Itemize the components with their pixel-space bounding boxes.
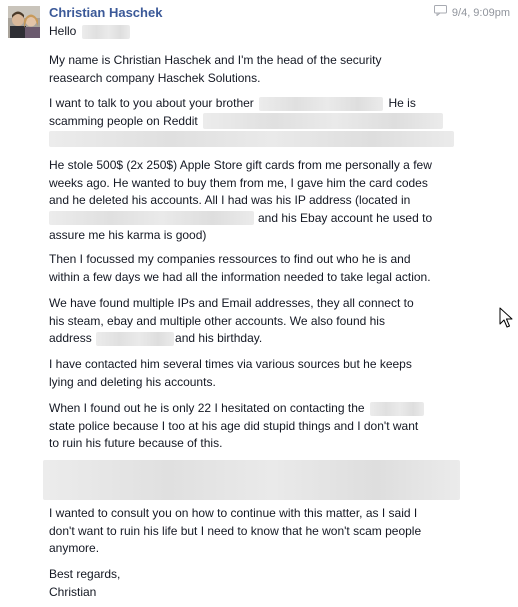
message-meta	[434, 5, 510, 21]
redacted-place	[370, 402, 424, 416]
message-line	[49, 130, 469, 148]
greeting-text: Hello	[49, 24, 77, 38]
message-paragraph	[49, 505, 469, 558]
message-line: and he deleted his accounts. All I had was his IP address (located in	[49, 193, 411, 207]
message-paragraph	[49, 157, 469, 245]
message-line: assure me his karma is good)	[49, 228, 207, 242]
closing-signature: Christian	[49, 584, 97, 599]
message-text: and his Ebay account he used to	[258, 210, 433, 225]
message-text: I want to talk to you about your brother	[49, 96, 254, 110]
message-line: don't want to ruin his life but I need to know that he won't scam people	[49, 523, 422, 538]
message-text: and his birthday.	[175, 331, 263, 345]
message-line	[49, 113, 469, 131]
message-line	[49, 400, 469, 418]
message-line	[49, 95, 469, 113]
timestamp: 9/4, 9:09pm	[451, 7, 510, 19]
message-paragraph	[49, 95, 469, 148]
message-line: He stole 500$ (2x 250$) Apple Store gift cards from me personally a few	[49, 158, 432, 172]
redacted-name	[259, 97, 383, 111]
message-line: state police because I too at his age did stupid things and I don't want	[49, 418, 419, 433]
message-line: Then I focussed my companies ressources to find out who he is and	[49, 252, 411, 266]
message-line	[49, 330, 469, 348]
closing-line: Best regards,	[49, 567, 121, 581]
message-closing	[49, 566, 469, 601]
mouse-pointer-icon	[499, 307, 513, 332]
message-line: within a few days we had all the information needed to take legal action.	[49, 269, 431, 284]
message-text: address	[49, 331, 92, 345]
message-line: weeks ago. He wanted to buy them from me, I gave him the card codes	[49, 175, 428, 190]
message-line	[49, 210, 469, 228]
message-text: He is	[388, 96, 416, 110]
redacted-link	[49, 131, 454, 147]
message-line: lying and deleting his accounts.	[49, 374, 216, 389]
message-line: I have contacted him several times via various sources but he keeps	[49, 357, 412, 371]
message-line: to ruin his future because of this.	[49, 436, 223, 450]
redacted-location	[49, 211, 254, 225]
message-line: reasearch company Haschek Solutions.	[49, 70, 261, 85]
message-line: anymore.	[49, 541, 100, 555]
message-paragraph	[49, 400, 469, 453]
redacted-paragraph	[43, 460, 460, 500]
message-paragraph	[49, 356, 469, 391]
redacted-link	[203, 113, 443, 129]
message-paragraph	[49, 52, 469, 87]
message-text: When I found out he is only 22 I hesitated on contacting the	[49, 401, 365, 415]
message-line: We have found multiple IPs and Email addresses, they all connect to	[49, 296, 414, 310]
message-line: My name is Christian Haschek and I'm the head of the security	[49, 53, 382, 67]
message-paragraph	[49, 251, 469, 286]
redacted-address	[96, 332, 174, 346]
avatar[interactable]	[8, 6, 40, 38]
greeting-line	[49, 23, 130, 40]
speech-bubble-icon	[434, 5, 447, 21]
message-line: his steam, ebay and multiple other accounts. We also found his	[49, 313, 385, 328]
message-line: I wanted to consult you on how to continue with this matter, as I said I	[49, 506, 418, 520]
redacted-name	[82, 25, 130, 39]
message-text: scamming people on Reddit	[49, 113, 198, 128]
message-paragraph	[49, 295, 469, 348]
sender-name[interactable]: Christian Haschek	[49, 5, 163, 20]
